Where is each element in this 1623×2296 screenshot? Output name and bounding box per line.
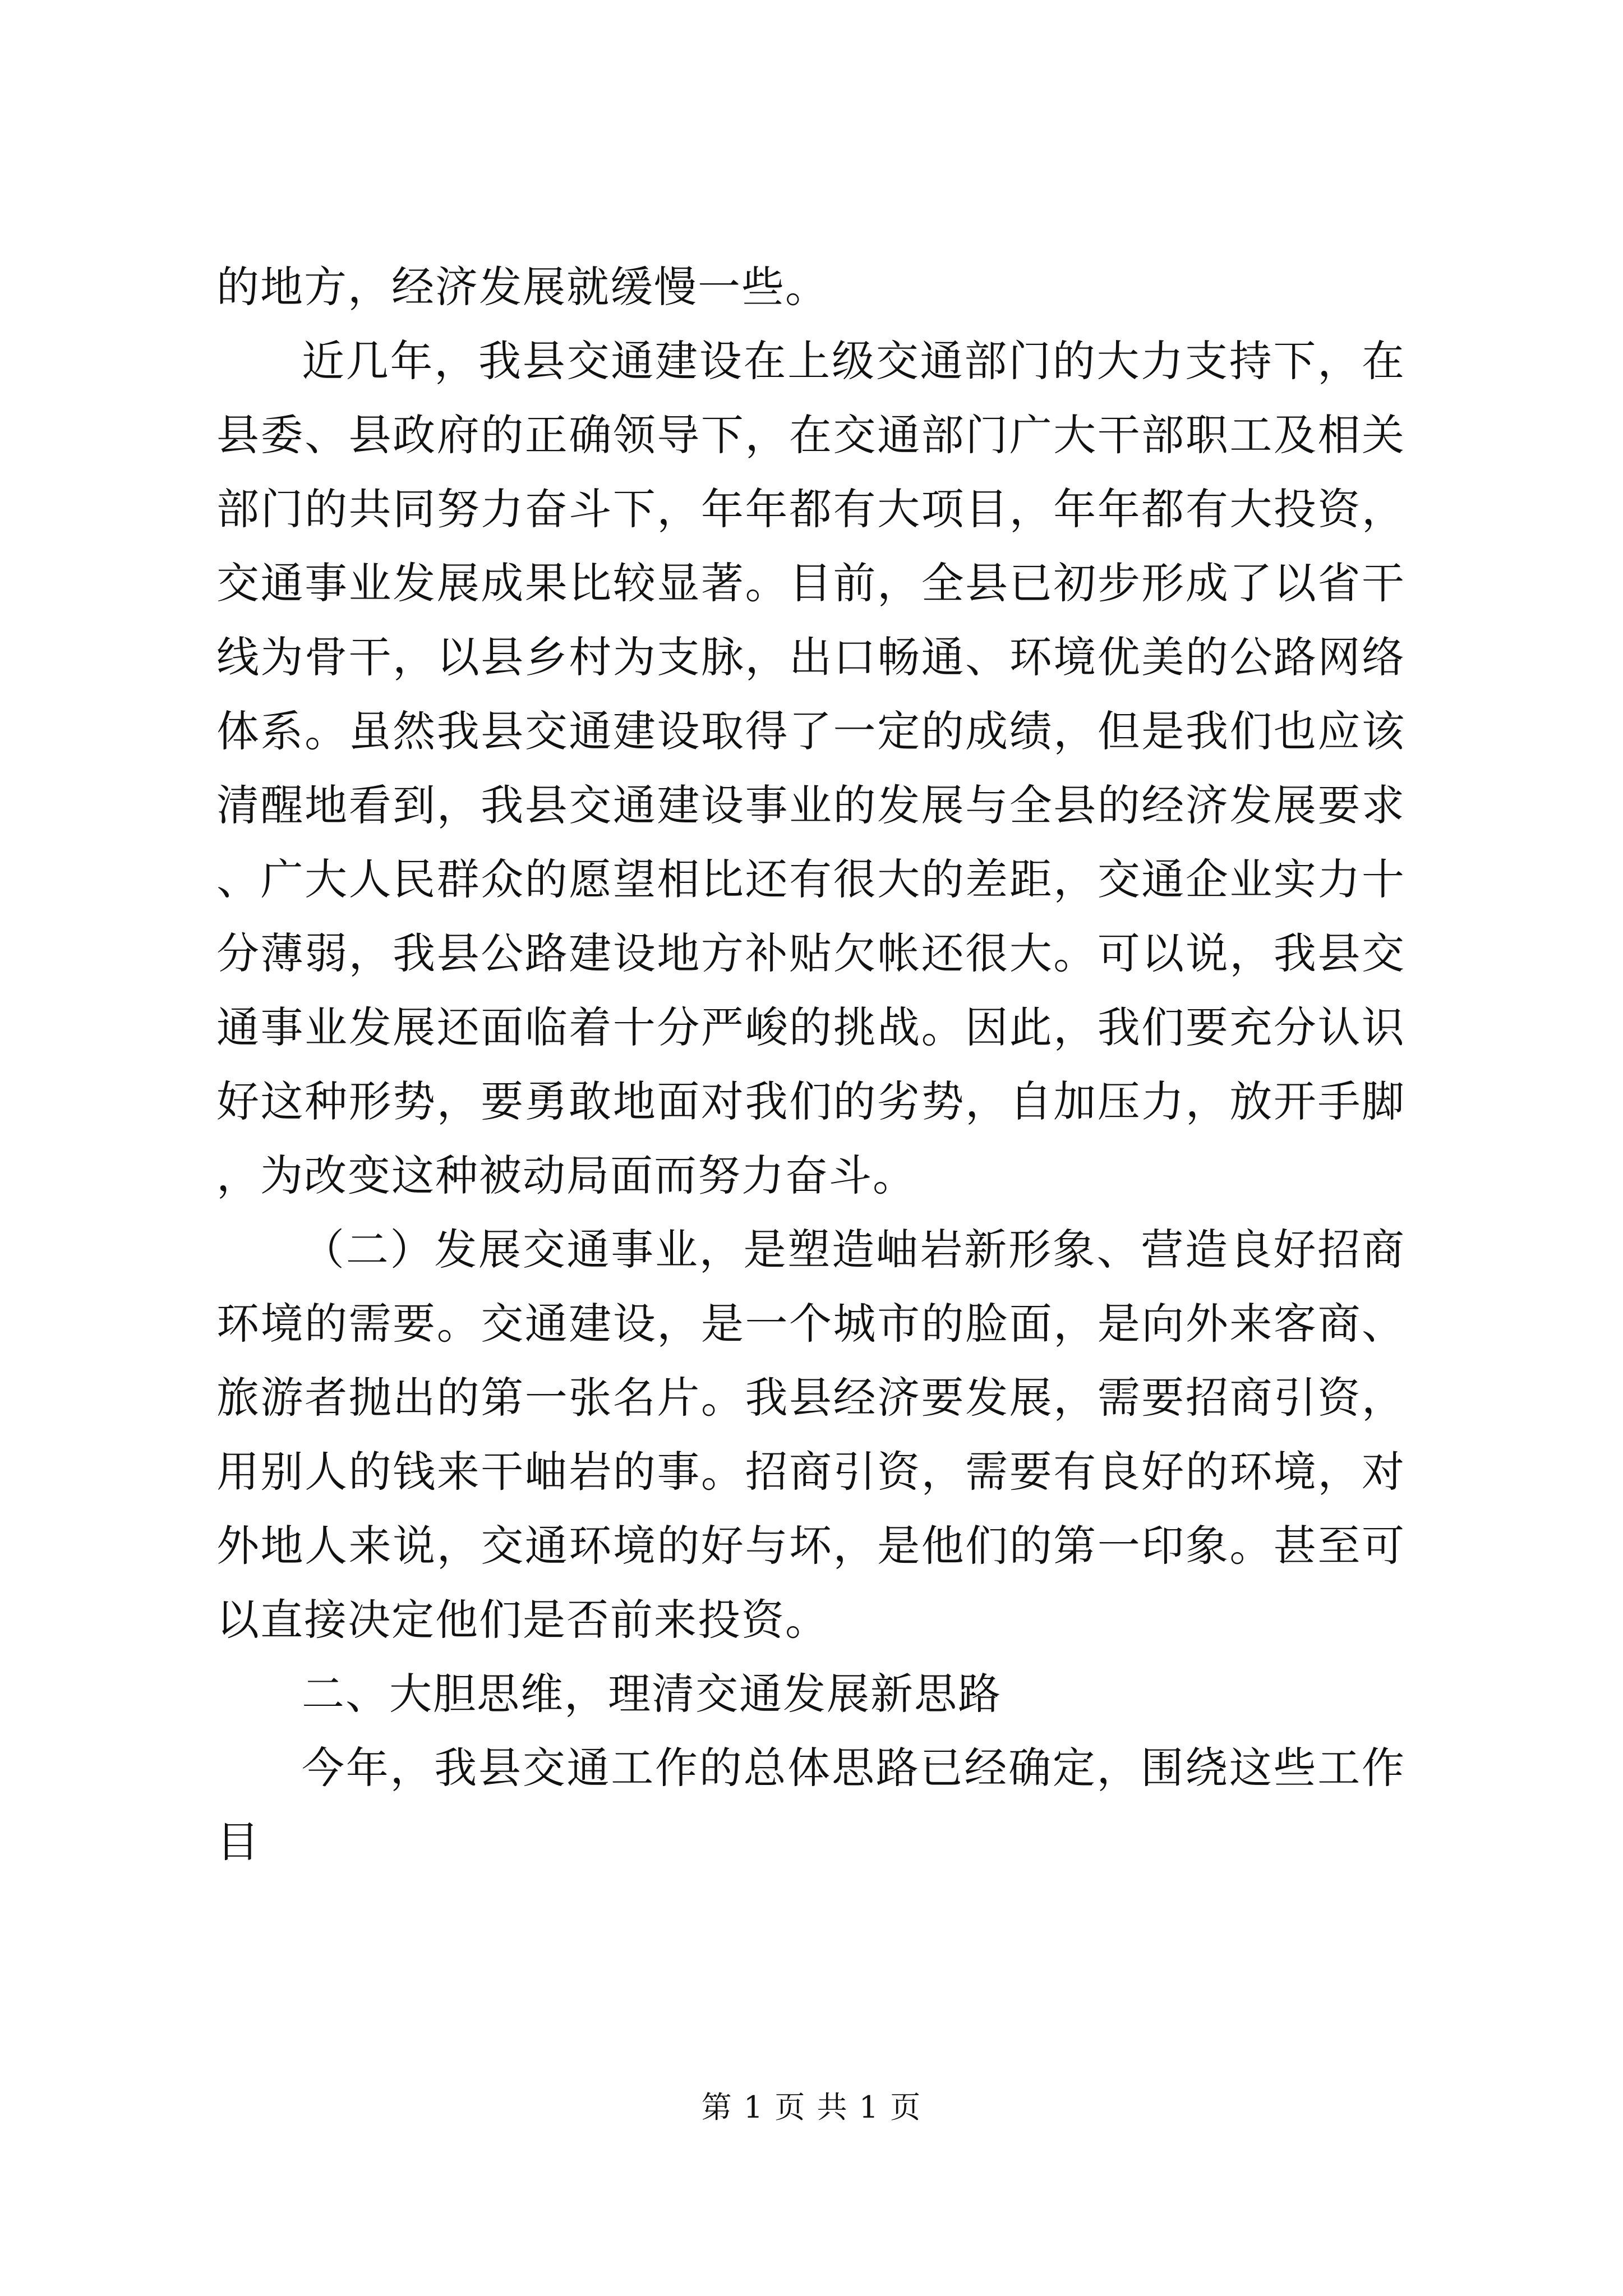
document-body <box>216 250 1405 1879</box>
paragraph-investment-environment: （二）发展交通事业，是塑造岫岩新形象、营造良好招商环境的需要。交通建设，是一个城市的脸面，是向外来客商、旅游者抛出的第一张名片。我县经济要发展，需要招商引资，用别人的钱来干岫岩的事。招商引资，需要有良好的环境，对外地人来说，交通环境的好与坏，是他们的第一印象。甚至可以直接决定他们是否前来投资。 <box>216 1225 1405 1645</box>
page-footer: 第 1 页 共 1 页 <box>701 2090 922 2125</box>
paragraph-transport-achievements: 近几年，我县交通建设在上级交通部门的大力支持下，在县委、县政府的正确领导下，在交通部门广大干部职工及相关部门的共同努力奋斗下，年年都有大项目，年年都有大投资，交通事业发展成果比较显著。目前，全县已初步形成了以省干线为骨干，以县乡村为支脉，出口畅通、环境优美的公路网络体系。虽然我县交通建设取得了一定的成绩，但是我们也应该清醒地看到，我县交通建设事业的发展与全县的经济发展要求、广大人民群众的愿望相比还有很大的差距，交通企业实力十分薄弱，我县公路建设地方补贴欠帐还很大。可以说，我县交通事业发展还面临着十分严峻的挑战。因此，我们要充分认识好这种形势，要勇敢地面对我们的劣势，自加压力，放开手脚，为改变这种被动局面而努力奋斗。 <box>216 336 1405 1200</box>
section-heading: 二、大胆思维，理清交通发展新思路 <box>302 1669 1002 1719</box>
paragraph-continuation: 的地方，经济发展就缓慢一些。 <box>216 262 829 312</box>
paragraph-work-plan: 今年，我县交通工作的总体思路已经确定，围绕这些工作目 <box>216 1743 1405 1867</box>
